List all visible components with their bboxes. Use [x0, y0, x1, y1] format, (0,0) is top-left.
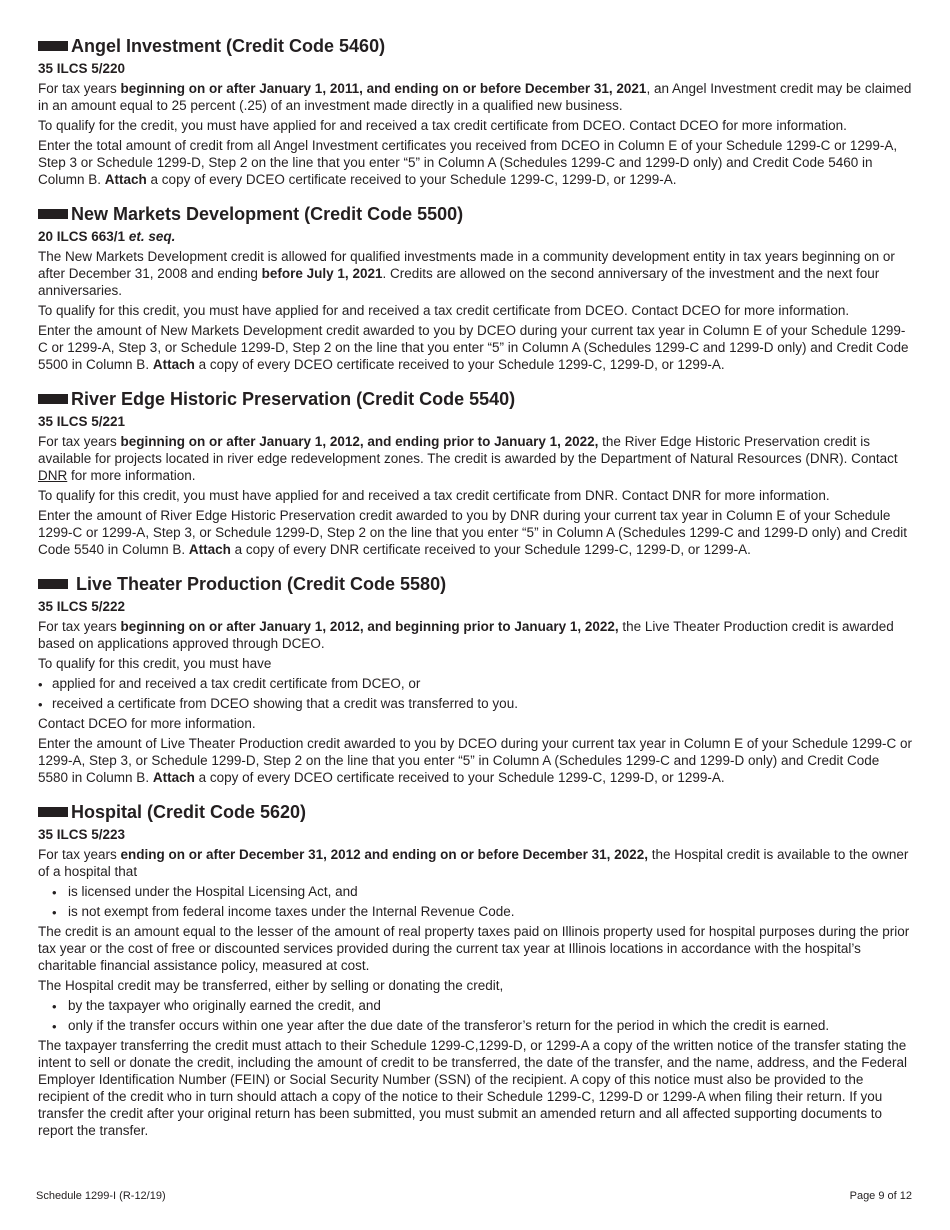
statute-citation: 20 ILCS 663/1 et. seq. — [38, 229, 176, 244]
list-item: • applied for and received a tax credit certificate from DCEO, or — [38, 675, 912, 692]
paragraph: Enter the amount of Live Theater Production credit awarded to you by DCEO during your current tax year in Column E of your Schedule 1299-C or 1299-A, Step 3, or Schedule 1299-D, Step 2 on the line that you enter “5” in Column A (Schedules 1299-C and 1299-D only) and Credit Code 5580 in Column B. Attach a copy of every DCEO certificate received to your Schedule 1299-C, 1299-D, or 1299-A. — [38, 736, 912, 785]
footer-form-id: Schedule 1299-I (R-12/19) — [36, 1190, 166, 1202]
section-river-edge-historic-preservation — [38, 387, 912, 558]
section-heading: Live Theater Production (Credit Code 5580) — [38, 572, 912, 596]
paragraph: To qualify for the credit, you must have applied for and received a tax credit certificate from DCEO. Contact DCEO for more information. — [38, 118, 847, 133]
paragraph: For tax years beginning on or after January 1, 2012, and ending prior to January 1, 2022, the River Edge Historic Preservation credit is available for projects located in river edge redevelopment zones. The credit is awarded by the Department of Natural Resources (DNR). Contact DNR for more information. — [38, 434, 898, 483]
section-heading: Hospital (Credit Code 5620) — [38, 800, 912, 824]
paragraph: For tax years beginning on or after January 1, 2011, and ending on or before December 31, 2021, an Angel Investment credit may be claimed in an amount equal to 25 percent (.25) of an investment made directly in a qualified new business. — [38, 81, 912, 113]
statute-citation: 35 ILCS 5/223 — [38, 827, 126, 842]
section-live-theater-production — [38, 572, 912, 786]
paragraph: The taxpayer transferring the credit must attach to their Schedule 1299-C,1299-D, or 1299-A a copy of the written notice of the transfer stating the intent to sell or donate the credit, including the amount of credit to be transferred, the date of the transfer, and the name, address, and the Federal Employer Identification Number (FEIN) or Social Security Number (SSN) of the recipient. A copy of this notice must also be provided to the recipient of the credit who in turn should attach a copy of the notice to their Schedule 1299-C, 1299-D or 1299-A when filing their return. If you transfer the credit after your original return has been submitted, you must submit an amended return and all affected supporting documents to report the transfer. — [38, 1038, 908, 1138]
paragraph: The credit is an amount equal to the lesser of the amount of real property taxes paid on Illinois property used for hospital purposes during the prior tax year or the cost of free or discounted services provided during the current tax year at Illinois locations in accordance with the hospital’s charitable financial assistance policy, measured at cost. — [38, 924, 910, 973]
statute-citation: 35 ILCS 5/221 — [38, 414, 126, 429]
section-heading: River Edge Historic Preservation (Credit Code 5540) — [38, 387, 912, 411]
paragraph: The New Markets Development credit is allowed for qualified investments made in a community development entity in tax years beginning on or after December 31, 2008 and ending before July 1, 2021. Credits are allowed on the second anniversary of the investment and the next four anniversaries. — [38, 249, 895, 298]
footer-page-number: Page 9 of 12 — [849, 1190, 912, 1202]
document-page — [38, 34, 912, 1153]
paragraph: To qualify for this credit, you must have — [38, 656, 272, 671]
paragraph: The Hospital credit may be transferred, either by selling or donating the credit, — [38, 978, 504, 993]
list-item: • is not exempt from federal income taxes under the Internal Revenue Code. — [38, 903, 912, 920]
paragraph: To qualify for this credit, you must have applied for and received a tax credit certificate from DCEO. Contact DCEO for more information. — [38, 303, 850, 318]
section-hospital — [38, 800, 912, 1139]
section-angel-investment — [38, 34, 912, 188]
section-heading: New Markets Development (Credit Code 5500) — [38, 202, 912, 226]
paragraph: For tax years ending on or after December 31, 2012 and ending on or before December 31, 2022, the Hospital credit is available to the owner of a hospital that — [38, 847, 909, 879]
list-item: • only if the transfer occurs within one year after the due date of the transferor’s return for the period in which the credit is earned. — [38, 1017, 912, 1034]
heading-bar-icon — [38, 209, 68, 219]
bullet-list — [38, 675, 912, 712]
bullet-list — [38, 883, 912, 920]
heading-bar-icon — [38, 41, 68, 51]
section-heading: Angel Investment (Credit Code 5460) — [38, 34, 912, 58]
list-item: • is licensed under the Hospital Licensing Act, and — [38, 883, 912, 900]
heading-bar-icon — [38, 394, 68, 404]
paragraph: Enter the amount of River Edge Historic Preservation credit awarded to you by DNR during your current tax year in Column E of your Schedule 1299-C or 1299-A, Step 3, or Schedule 1299-D, Step 2 on the line that you enter “5” in Column A (Schedules 1299-C and 1299-D only) and Credit Code 5540 in Column B. Attach a copy of every DNR certificate received to your Schedule 1299-C, 1299-D, or 1299-A. — [38, 508, 908, 557]
paragraph: Contact DCEO for more information. — [38, 716, 256, 731]
statute-citation: 35 ILCS 5/222 — [38, 599, 126, 614]
section-new-markets-development — [38, 202, 912, 373]
bullet-list — [38, 997, 912, 1034]
paragraph: Enter the amount of New Markets Development credit awarded to you by DCEO during your current tax year in Column E of your Schedule 1299-C or 1299-A, Step 3, or Schedule 1299-D, Step 2 on the line that you enter “5” in Column A (Schedules 1299-C and 1299-D only) and Credit Code 5500 in Column B. Attach a copy of every DCEO certificate received to your Schedule 1299-C, 1299-D, or 1299-A. — [38, 323, 909, 372]
dnr-link[interactable]: DNR — [38, 468, 68, 483]
heading-bar-icon — [38, 807, 68, 817]
paragraph: For tax years beginning on or after January 1, 2012, and beginning prior to January 1, 2022, the Live Theater Production credit is awarded based on applications approved through DCEO. — [38, 619, 894, 651]
statute-citation: 35 ILCS 5/220 — [38, 61, 126, 76]
heading-bar-icon — [38, 579, 68, 589]
paragraph: To qualify for this credit, you must have applied for and received a tax credit certificate from DNR. Contact DNR for more information. — [38, 488, 830, 503]
list-item: • received a certificate from DCEO showing that a credit was transferred to you. — [38, 695, 912, 712]
paragraph: Enter the total amount of credit from all Angel Investment certificates you received from DCEO in Column E of your Schedule 1299-C or 1299-A, Step 3 or Schedule 1299-D, Step 2 on the line that you enter “5” in Column A (Schedules 1299-C and 1299-D only) and Credit Code 5460 in Column B. Attach a copy of every DCEO certificate received to your Schedule 1299-C, 1299-D, or 1299-A. — [38, 138, 898, 187]
list-item: • by the taxpayer who originally earned the credit, and — [38, 997, 912, 1014]
